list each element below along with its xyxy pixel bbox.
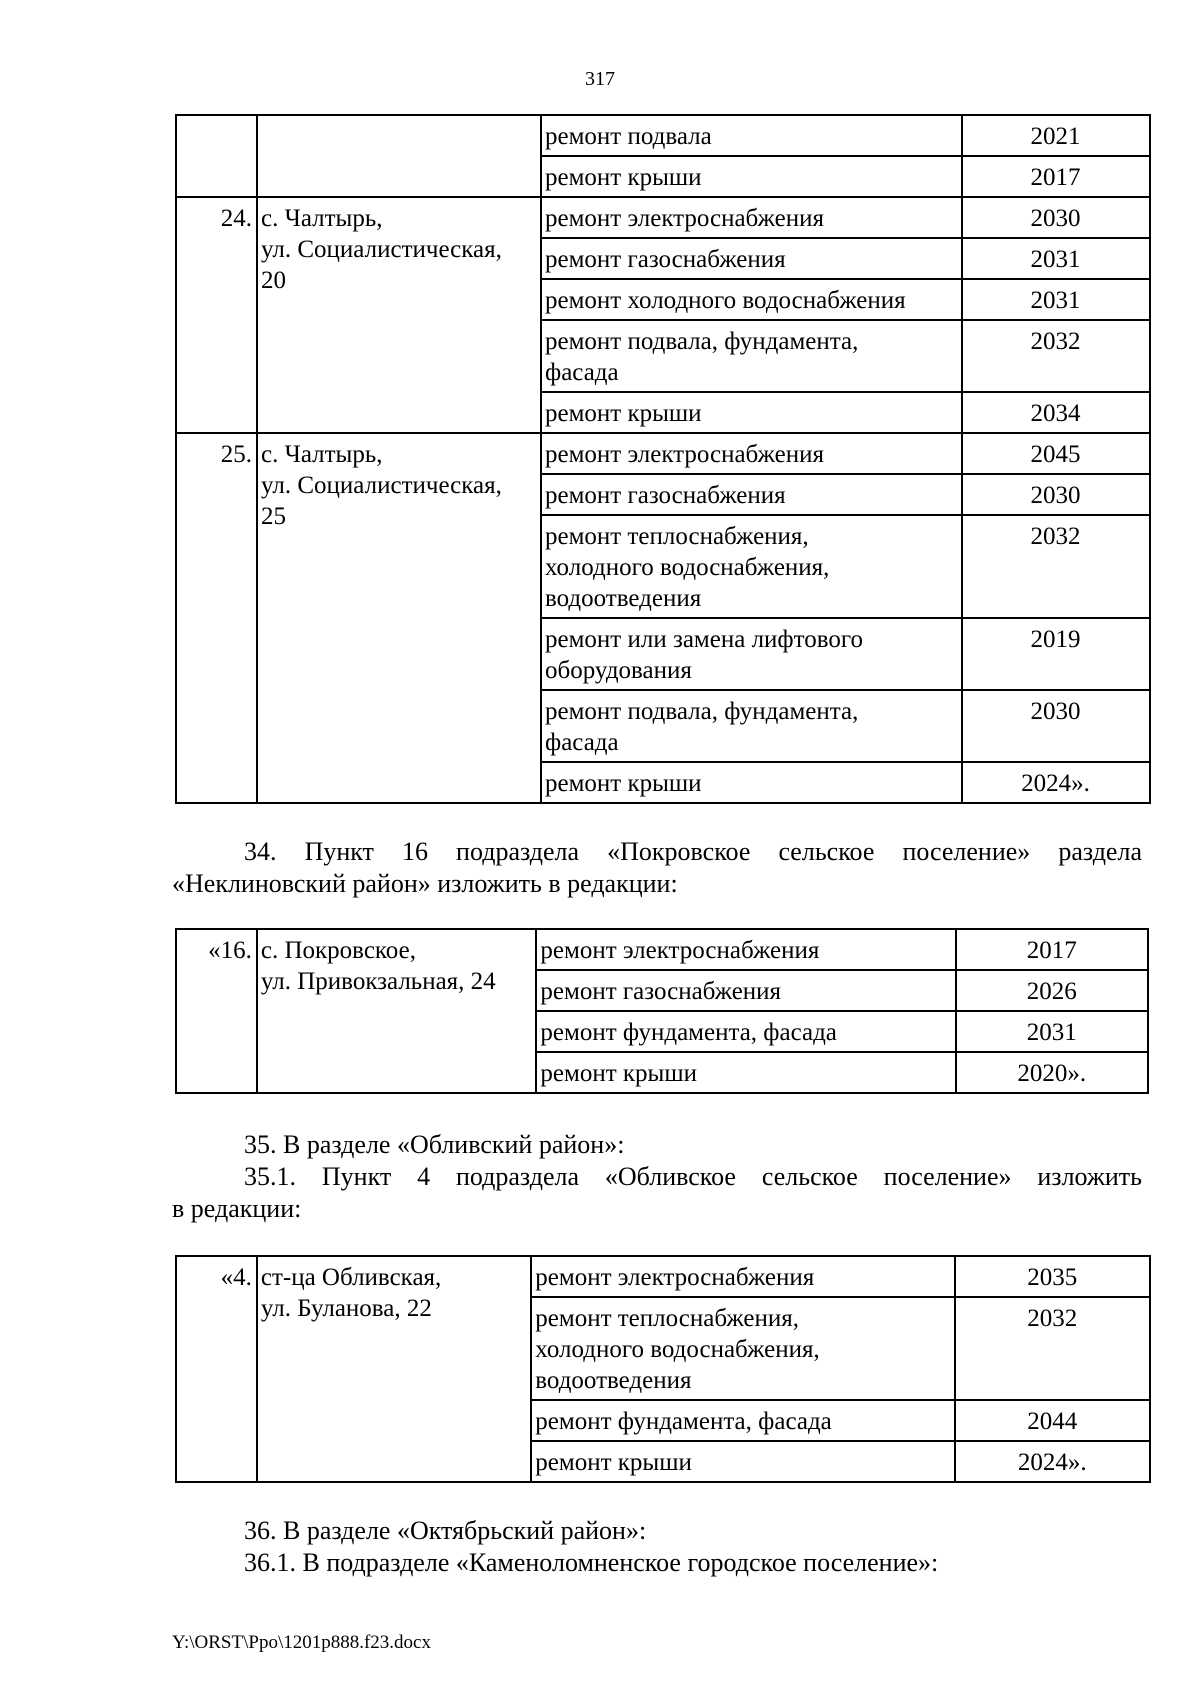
year-cell: 2031 <box>956 1011 1148 1052</box>
year-cell: 2031 <box>962 238 1150 279</box>
table-oblivskaya <box>175 1255 1151 1483</box>
work-type-cell: ремонт фундамента, фасада <box>531 1400 955 1441</box>
paragraph-36-line-2: 36.1. В подразделе «Каменоломненское городское поселение»: <box>244 1548 939 1577</box>
year-cell: 2035 <box>955 1256 1150 1297</box>
year-cell: 2019 <box>962 618 1150 690</box>
paragraph-35-line-2: 35.1. Пункт 4 подраздела «Обливское сельское поселение» изложить <box>244 1162 1142 1191</box>
address-cell: с. Чалтырь, ул. Социалистическая, 25 <box>257 433 541 803</box>
table-chaltyr <box>175 114 1151 804</box>
year-cell: 2017 <box>962 156 1150 197</box>
work-type-cell: ремонт подвала, фундамента, фасада <box>541 690 962 762</box>
table-row <box>176 1256 1150 1297</box>
page-number: 317 <box>585 68 615 90</box>
item-number: 25. <box>176 433 257 803</box>
address-cell: с. Чалтырь, ул. Социалистическая, 20 <box>257 197 541 433</box>
year-cell: 2032 <box>962 320 1150 392</box>
year-cell: 2024». <box>962 762 1150 803</box>
year-cell: 2021 <box>962 115 1150 156</box>
paragraph-34-line-1: 34. Пункт 16 подраздела «Покровское сельское поселение» раздела <box>244 837 1142 866</box>
work-type-cell: ремонт электроснабжения <box>531 1256 955 1297</box>
year-cell: 2017 <box>956 929 1148 970</box>
year-cell: 2026 <box>956 970 1148 1011</box>
paragraph-36 <box>172 1515 1142 1579</box>
paragraph-35-line-3: в редакции: <box>172 1194 302 1223</box>
year-cell: 2031 <box>962 279 1150 320</box>
item-number: 24. <box>176 197 257 433</box>
table-row <box>176 115 1150 156</box>
year-cell: 2032 <box>962 515 1150 618</box>
work-type-cell: ремонт крыши <box>531 1441 955 1482</box>
work-type-cell: ремонт газоснабжения <box>541 474 962 515</box>
item-number: «4. <box>176 1256 257 1482</box>
address-cell: ст-ца Обливская, ул. Буланова, 22 <box>257 1256 531 1482</box>
work-type-cell: ремонт электроснабжения <box>541 433 962 474</box>
paragraph-35-line-1: 35. В разделе «Обливский район»: <box>244 1130 625 1159</box>
work-type-cell: ремонт крыши <box>541 392 962 433</box>
year-cell: 2024». <box>955 1441 1150 1482</box>
address-cell <box>257 115 541 197</box>
year-cell: 2032 <box>955 1297 1150 1400</box>
work-type-cell: ремонт или замена лифтового оборудования <box>541 618 962 690</box>
work-type-cell: ремонт газоснабжения <box>536 970 956 1011</box>
table-pokrovskoe <box>175 928 1149 1094</box>
work-type-cell: ремонт теплоснабжения, холодного водоснабжения, водоотведения <box>531 1297 955 1400</box>
year-cell: 2030 <box>962 197 1150 238</box>
work-type-cell: ремонт крыши <box>536 1052 956 1093</box>
year-cell: 2020». <box>956 1052 1148 1093</box>
work-type-cell: ремонт холодного водоснабжения <box>541 279 962 320</box>
paragraph-36-line-1: 36. В разделе «Октябрьский район»: <box>244 1516 647 1545</box>
work-type-cell: ремонт теплоснабжения, холодного водоснабжения, водоотведения <box>541 515 962 618</box>
item-number: «16. <box>176 929 257 1093</box>
footer-file-path: Y:\ORST\Ppo\1201p888.f23.docx <box>172 1632 431 1653</box>
work-type-cell: ремонт фундамента, фасада <box>536 1011 956 1052</box>
year-cell: 2045 <box>962 433 1150 474</box>
year-cell: 2044 <box>955 1400 1150 1441</box>
work-type-cell: ремонт газоснабжения <box>541 238 962 279</box>
paragraph-35 <box>172 1129 1142 1225</box>
work-type-cell: ремонт электроснабжения <box>536 929 956 970</box>
work-type-cell: ремонт подвала <box>541 115 962 156</box>
item-number <box>176 115 257 197</box>
address-cell: с. Покровское, ул. Привокзальная, 24 <box>257 929 537 1093</box>
paragraph-34-line-2: «Неклиновский район» изложить в редакции: <box>172 869 678 898</box>
table-row <box>176 433 1150 474</box>
paragraph-34 <box>172 836 1142 900</box>
year-cell: 2030 <box>962 690 1150 762</box>
table-row <box>176 929 1148 970</box>
work-type-cell: ремонт электроснабжения <box>541 197 962 238</box>
work-type-cell: ремонт крыши <box>541 156 962 197</box>
year-cell: 2030 <box>962 474 1150 515</box>
table-row <box>176 197 1150 238</box>
year-cell: 2034 <box>962 392 1150 433</box>
work-type-cell: ремонт крыши <box>541 762 962 803</box>
work-type-cell: ремонт подвала, фундамента, фасада <box>541 320 962 392</box>
